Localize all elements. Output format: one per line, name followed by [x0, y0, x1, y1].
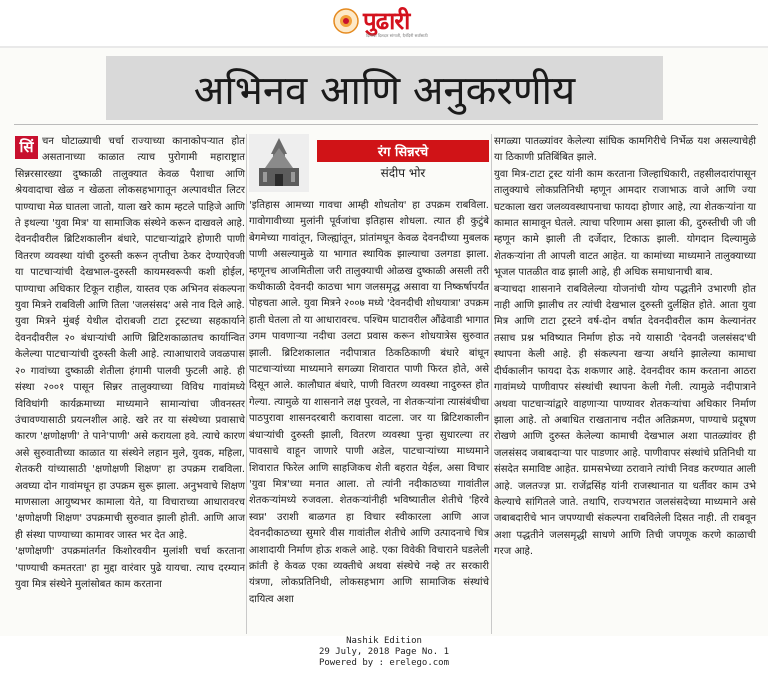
paragraph: सगळ्या पातळ्यांवर केलेल्या सांघिक कामगिरीचे निर्भेळ यश असल्याचेही या ठिकाणी प्रतिबिंबित झाले.: [494, 136, 756, 164]
drop-cap: सिं: [15, 136, 38, 159]
powered-by-link[interactable]: Powered by : erelego.com: [318, 658, 450, 668]
footer: [0, 636, 768, 674]
headline-rule: [14, 124, 758, 125]
date-page-label: 29 July, 2018 Page No. 1: [318, 647, 450, 657]
newspaper-logo: [333, 6, 409, 36]
temple-icon: [249, 134, 309, 192]
masthead: [0, 0, 768, 46]
paragraph: युवा मित्र-टाटा ट्रस्ट यांनी काम करताना जिल्हाधिकारी, तहसीलदारांपासून तालुक्याचे लोकप्रतिनिधी म्हणून आमदार राजाभाऊ वाजे आणि ज्या घटकाला खरा जलव्यवस्थापनाचा फायदा होणार आहे, त्या शेतकऱ्यांना या कामात सामावून घेतले. त्याचा परिणाम असा झाला की, दुरुस्तीची जी जी म्हणून कामे झाली ती दर्जेदार, टिकाऊ झाली. योगदान दिल्यामुळे शेतकऱ्यांना ती आपली वाटत आहेत. या कामांच्या माध्यमाने तालुक्याच्या भूजल पातळीत वाढ झाली आहे, ही अधिक समाधानाची बाब.: [494, 168, 756, 279]
paragraph: 'क्षणोक्षणी' उपक्रमांतर्गत किशोरवयीन मुलांशी चर्चा करताना 'पाण्याची कमतरता' हा मुद्दा वारंवार पुढे यायचा. त्याच दरम्यान युवा मित्र संस्थेने मुलांसोबत काम करताना: [15, 546, 245, 590]
column-name: रंग सिन्नरचे: [317, 140, 489, 162]
paragraph: युवा मित्रने मुंबई येथील दोराबजी टाटा ट्रस्टच्या सहकार्याने देवनदीवरील २० बंधाऱ्यांची आणि ब्रिटिशकाळातच कार्यान्वित केलेल्या पाटचाऱ्यांची दुरुस्ती केली आहे. त्याआधारावे जवळपास २० गावांच्या दुष्काळी शेतीला हंगामी पालवी फुटली आहे. ही संस्था २००१ पासून सिन्नर तालुक्याच्या विविध गावांमध्ये विविधांगी कार्यक्रमाच्या माध्यमाने सामान्यांचा जीवनस्तर उंचावण्यासाठी प्रयत्नशील आहे. खरे तर या संस्थेच्या प्रवासाचे कारण 'क्षणोक्षणी' ते पाने'पाणी' असे करायला हवे. त्याचे कारण असे सुरुवातीच्या काळात या संस्थेने लहान मुले, युवक, महिला, शेतकरी यांच्यासाठी 'क्षणोक्षणी शिक्षण' हा उपक्रम राबविला. अवघ्या दोन गावांमधून हा उपक्रम सुरू झाला. अनुभवाचे शिक्षण माणसाला आयुष्यभर कामाला येते, या विचाराच्या आधारावरच 'क्षणोक्षणी शिक्षण' उपक्रमाची सुरुवात झाली होती. आणि आज ही संस्था पाण्याच्या कामावर जास्त भर देत आहे.: [15, 316, 245, 541]
column-divider: [246, 134, 247, 634]
column-3: [494, 134, 756, 561]
emblem-icon: [333, 8, 359, 34]
paragraph: बऱ्याचदा शासनाने राबविलेल्या योजनांची योग्य पद्धतीने उभारणी होत नाही आणि झालीच तर त्यांची देखभाल दुरुस्ती दुर्लक्षित होते. आता युवा मित्र आणि टाटा ट्रस्टने वर्ष-दोन वर्षात देवनदीवरील काम केल्यानंतर तसाच प्रश्न भविष्यात निर्माण होऊ नये यासाठी 'देवनदी जलसंसद'ची स्थापना केली आहे. ही संकल्पना खऱ्या अर्थाने झालेल्या कामाचा दीर्घकालीन फायदा देऊ शकणार आहे. देवनदीवर काम करताना आठरा गावांमध्ये पाणीवापर संस्थांची स्थापना केली गेली. त्यामुळे नदीपात्राने अथवा पाटचाऱ्यांद्वारे वाहणाऱ्या पाण्यावर शेतकऱ्यांचा अधिकार निर्माण झाला आहे. तो अबाधित राखतानाच नदीत अतिक्रमण, पाण्याचे प्रदूषण रोखणे आणि दुरुस्त केलेल्या कामाची देखभाल अशा पातळ्यांवर ही जलसंसद जबाबदाऱ्या पार पाडणार आहे. पाणीवापर संस्थांचे प्रतिनिधी या संसदेत समाविष्ट आहेत. ग्रामसभेच्या ठरावाने त्यांची निवड करण्यात आली आहे. जलतज्ज्ञ प्रा. राजेंद्रसिंह यांनी राजस्थानात या धर्तीवर काम उभे केल्याचे सांगितले जाते. तथापि, राज्यभरात जलसंसदेच्या माध्यमाने असे जबाबदारीचे भान जपण्याची संकल्पना राबविलेली दिसत नाही. ती राबवून अशा पद्धतीने जलसमृद्धी साधणे आणि तिची जपणूक करणे काळाची गरज आहे.: [494, 283, 756, 558]
logo-text: पुढारी: [363, 7, 410, 35]
column-2: [249, 198, 489, 608]
column-1: [15, 134, 245, 593]
column-header: [249, 134, 489, 192]
column-divider: [491, 134, 492, 634]
logo-tagline: दिलाचा दिलदार सांगाती, दैनंदिनी सर्वांसाठी: [366, 33, 428, 38]
headline: अभिनव आणि अनुकरणीय: [193, 67, 576, 114]
edition-label: Nashik Edition: [346, 636, 422, 646]
author-name: संदीप भोर: [380, 166, 426, 180]
paragraph: सिं चन घोटाळ्याची चर्चा राज्याच्या कानाकोपऱ्यात होत असतानाच्या काळात त्याच पुरोगामी महाराष्ट्रात सिन्नरसारख्या दुष्काळी तालुक्यात केवळ पैशाचा आणि श्रेयवादाचा खेळ न खेळता लोकसहभागातून अल्पावधीत लिटर पाण्याचा मेळ घातला जातो, याला खरे काम म्हटले पाहिजे आणि ते इथल्या 'युवा मित्र' या सामाजिक संस्थेने करून दाखवले आहे. देवनदीवरील ब्रिटिशकालीन बंधारे, पाटचाऱ्यांद्वारे होणारी पाणी वितरण व्यवस्था यांची दुरुस्ती करून तृप्तीचा ठेकर देण्याऐवजी या पाटचाऱ्यांची देखभाल-दुरुस्ती कायमस्वरूपी कशी होईल, पाण्याचा अधिकार टिकून राहील, यास्तव एक अभिनव संकल्पना युवा मित्रने राबविली आणि तिला 'जलसंसद' असे नाव दिले आहे.: [15, 136, 245, 312]
paragraph: 'इतिहास आमच्या गावचा आम्ही शोधतोय' हा उपक्रम राबविला. गावोगावीच्या मुलांनी पूर्वजांचा इतिहास शोधला. त्यात ही कुटुंबे बेगमेच्या गावांतून, जिल्ह्यांतून, प्रांतांमधून केवळ देवनदीच्या मुबलक पाणी असल्यामुळे या भागात स्थायिक झाल्याचा उलगडा झाला. म्हणूनच आजमितीला जरी तालुक्याची ओळख दुष्काळी असली तरी कधीकाळी देवनदी काठचा भाग जलसमृद्ध असावा या निष्कर्षापर्यंत पोहचता आले. युवा मित्रने २००७ मध्ये 'देवनदीची शोधयात्रा' उपक्रम हाती घेतला तो या आधारावरच. पश्चिम घाटावरील औंढेवाडी भागात उगम पावणाऱ्या नदीचा उलटा प्रवास करून शोधयात्रेस सुरुवात झाली. ब्रिटिशकालात नदीपात्रात ठिकठिकाणी बंधारे बांधून पाटचाऱ्यांच्या माध्यमाने सगळ्या शिवारात पाणी फिरत होते, असे दिसून आले. कालौघात बंधारे, पाणी वितरण व्यवस्था नादुरुस्त होत गेल्या. त्यामुळे या शासनाने लक्ष पुरवले, ना शेतकऱ्यांना त्यासंबंधीचा पाठपुरावा शासनदरबारी करावासा वाटला. जर या ब्रिटिशकालीन बंधाऱ्यांची दुरुस्ती झाली, वितरण व्यवस्था पुन्हा सुधारल्या तर पावसाचे वाहून जाणारे पाणी अडेल, पाटचाऱ्यांच्या माध्यमाने शिवारात फिरेल आणि साहजिकच शेती बहरात येईल, असा विचार 'युवा मित्र'च्या मनात आला. तो त्यांनी नदीकाठच्या गावांतील शेतकऱ्यांमध्ये रुजवला. शेतकऱ्यांनीही भविष्यातील शेतीचे 'हिरवे स्वप्न' उराशी बाळगत हा विचार स्वीकारला आणि आज देवनदीकाठच्या सुमारे वीस गावांतील शेतीचे आणि उत्पादनाचे चित्र आशादायी निर्माण होऊ शकले आहे. एका विवेकी विचाराने घडलेली क्रांती हे केवळ एका व्यक्तीचे अथवा संस्थेचे नव्हे तर सरकारी यंत्रणा, लोकप्रतिनिधी, लोकसहभाग आणि सामाजिक संस्थांचे दायित्व अशा: [249, 200, 489, 605]
